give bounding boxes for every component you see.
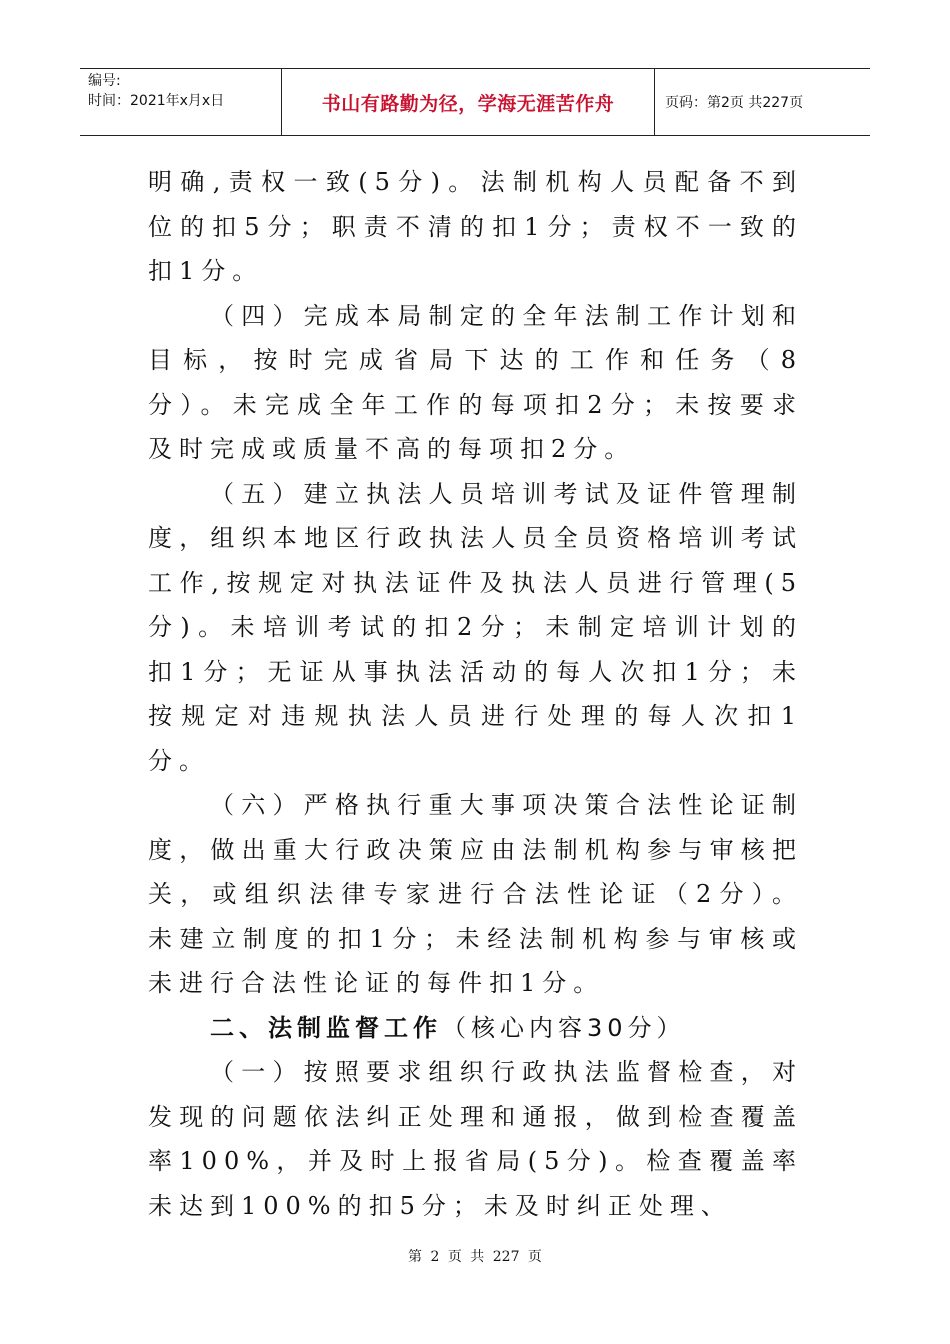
section-heading-title: 二、法制监督工作: [210, 1013, 442, 1042]
page-footer: 第 2 页 共 227 页: [408, 1249, 542, 1265]
header-page-number: 页码：第2页 共227页: [665, 95, 804, 111]
paragraph: （一）按照要求组织行政执法监督检查，对发现的问题依法纠正处理和通报，做到检查覆盖率100%，并及时上报省局(5分)。检查覆盖率未达到100%的扣5分；未及时纠正处理、: [148, 1058, 803, 1220]
section-heading-note: （核心内容30分）: [442, 1013, 686, 1042]
header-meta: [80, 69, 282, 135]
header-slogan: 书山有路勤为径，学海无涯苦作舟: [282, 69, 655, 135]
document-body: [148, 160, 803, 1228]
paragraph: 明确,责权一致(5分)。法制机构人员配备不到位的扣5分；职责不清的扣1分；责权不一致的扣1分。: [148, 168, 803, 285]
page-header: [80, 68, 870, 136]
paragraph: （六）严格执行重大事项决策合法性论证制度，做出重大行政决策应由法制机构参与审核把关，或组织法律专家进行合法性论证（2分）。未建立制度的扣1分；未经法制机构参与审核或未进行合法性论证的每件扣1分。: [148, 791, 803, 997]
document-date: 时间：2021年x月x日: [88, 93, 225, 109]
paragraph: （五）建立执法人员培训考试及证件管理制度，组织本地区行政执法人员全员资格培训考试工作,按规定对执法证件及执法人员进行管理(5分)。未培训考试的扣2分；未制定培训计划的扣1分；无证从事执法活动的每人次扣1分；未按规定对违规执法人员进行处理的每人次扣1分。: [148, 479, 803, 775]
paragraph: （四）完成本局制定的全年法制工作计划和目标，按时完成省局下达的工作和任务（8分）。未完成全年工作的每项扣2分；未按要求及时完成或质量不高的每项扣2分。: [148, 301, 803, 463]
section-heading: [148, 1006, 803, 1051]
document-number-label: 编号:: [88, 73, 121, 89]
